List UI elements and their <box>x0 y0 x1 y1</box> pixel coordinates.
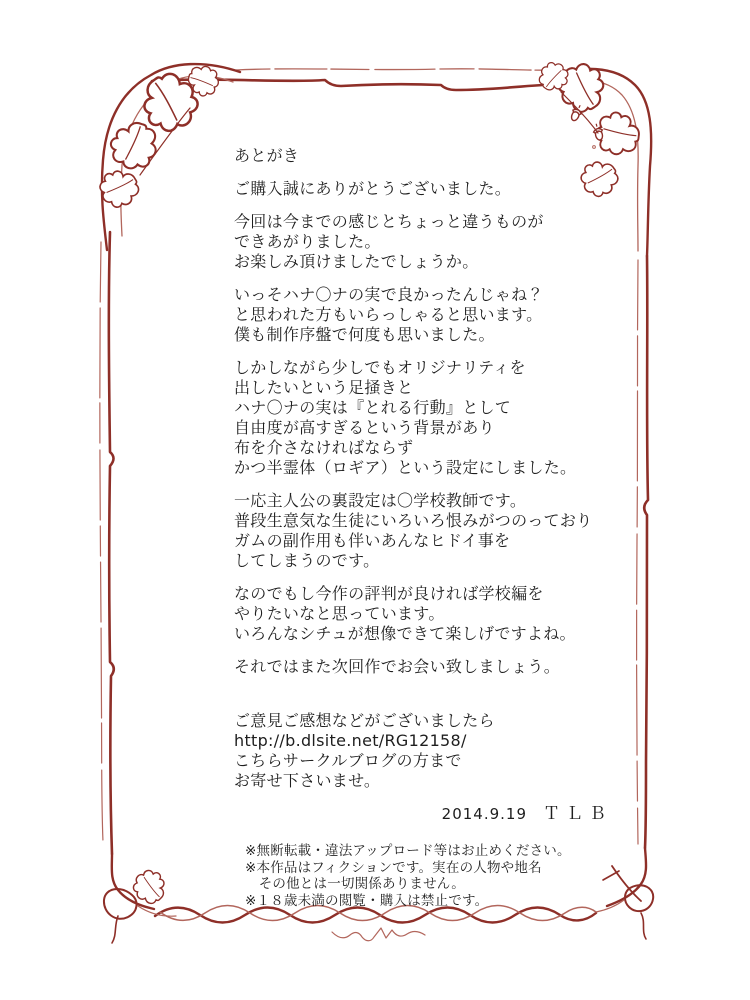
text-line: こちらサークルブログの方まで <box>234 751 462 770</box>
text-line: ガムの副作用も伴いあんなヒドイ事を <box>234 531 511 550</box>
text-line: 普段生意気な生徒にいろいろ恨みがつのっており <box>234 511 593 530</box>
disclaimer-line: その他とは一切関係ありません。 <box>245 876 466 892</box>
paragraph <box>234 491 612 571</box>
text-line: http://b.dlsite.net/RG12158/ <box>234 731 467 750</box>
text-line: いっそハナ〇ナの実で良かったんじゃね？ <box>234 285 544 304</box>
text-line: 今回は今までの感じとちょっと違うものが <box>234 212 544 231</box>
text-line: やりたいなと思っています。 <box>234 604 445 623</box>
text-line: と思われた方もいらっしゃると思います。 <box>234 305 543 324</box>
disclaimer-line: ※本作品はフィクションです。実在の人物や地名 <box>245 859 542 876</box>
text-line: お楽しみ頂けましたでしょうか。 <box>234 252 479 271</box>
publish-date: 2014.9.19 <box>441 805 527 823</box>
text-line: なのでもし今作の評判が良ければ学校編を <box>234 584 544 603</box>
text-line: ご購入誠にありがとうございました。 <box>234 179 512 198</box>
text-line: お寄せ下さいませ。 <box>234 771 381 790</box>
paragraph <box>234 212 612 272</box>
disclaimer-notes <box>245 843 571 909</box>
text-line: してしまうのです。 <box>234 551 380 570</box>
text-line: 布を介さなければならず <box>234 438 414 457</box>
disclaimer-line: ※無断転載・違法アップロード等はお止めください。 <box>245 843 571 859</box>
paragraph <box>234 584 612 644</box>
text-line: できあがりました。 <box>234 232 381 251</box>
text-line: それではまた次回作でお会い致しましょう。 <box>234 657 561 676</box>
text-line: 僕も制作序盤で何度も思いました。 <box>234 325 495 344</box>
signature-line <box>234 804 612 824</box>
circle-name: ＴＬＢ <box>543 804 612 824</box>
paragraph <box>234 711 612 791</box>
text-line: 一応主人公の裏設定は〇学校教師です。 <box>234 491 527 510</box>
paragraph <box>234 179 612 199</box>
text-line: 自由度が高すぎるという背景があり <box>234 418 495 437</box>
afterword-text <box>234 146 612 824</box>
text-line: しかしながら少しでもオリジナリティを <box>234 358 526 377</box>
text-line: いろんなシチュが想像できて楽しげですよね。 <box>234 624 576 643</box>
paragraph <box>234 285 612 345</box>
text-line: 出したいという足掻きと <box>234 378 414 397</box>
paragraph <box>234 657 612 677</box>
text-line: ハナ〇ナの実は『とれる行動』として <box>234 398 512 417</box>
page-title: あとがき <box>234 146 300 165</box>
text-line: ご意見ご感想などがございましたら <box>234 711 495 730</box>
disclaimer-line: ※１８歳未満の閲覧・購入は禁止です。 <box>245 892 489 909</box>
body-paragraphs <box>234 179 612 791</box>
paragraph <box>234 358 612 478</box>
text-line: かつ半霊体（ロギア）という設定にしました。 <box>234 458 577 477</box>
